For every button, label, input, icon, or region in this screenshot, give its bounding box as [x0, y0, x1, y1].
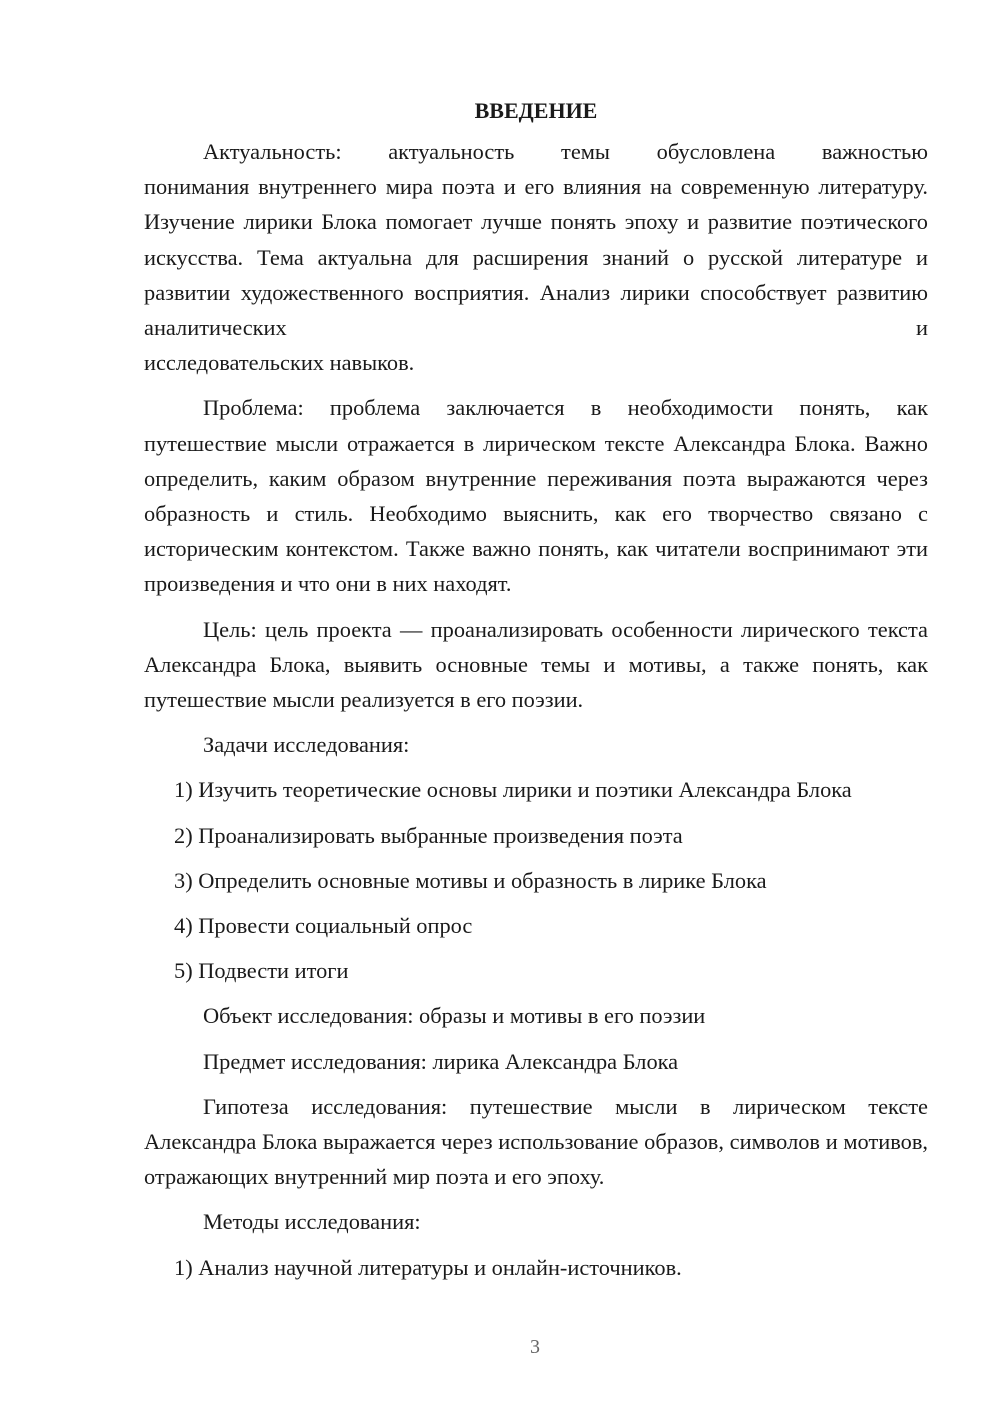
- relevance-body: понимания внутреннего мира поэта и его влияния на современную литературу. Изучение лирики Блока помогает лучше понять эпоху и развитие поэтического искусства. Тема актуальна для расширения знаний о русской литературе и развитии художественного восприятия. Анализ лирики способствует развитию аналитических и: [144, 174, 928, 341]
- document-page: [144, 94, 928, 1285]
- task-item: 4) Провести социальный опрос: [174, 913, 473, 939]
- task-item: 3) Определить основные мотивы и образность в лирике Блока: [174, 867, 767, 893]
- task-item: 1) Изучить теоретические основы лирики и поэтики Александра Блока: [174, 777, 852, 803]
- relevance-first-line: Актуальность: актуальность темы обусловлена важностью: [203, 139, 928, 164]
- page-number: 3: [530, 1336, 540, 1358]
- tasks-heading: Задачи исследования:: [203, 732, 410, 758]
- task-item: 5) Подвести итоги: [174, 958, 349, 984]
- relevance-last-line: исследовательских навыков.: [144, 350, 415, 376]
- task-item: 2) Проанализировать выбранные произведения поэта: [174, 822, 683, 848]
- methods-heading: Методы исследования:: [203, 1209, 421, 1235]
- research-object: Объект исследования: образы и мотивы в его поэзии: [203, 1003, 706, 1029]
- research-subject: Предмет исследования: лирика Александра Блока: [203, 1048, 679, 1074]
- section-heading: ВВЕДЕНИЕ: [474, 98, 598, 123]
- method-item: 1) Анализ научной литературы и онлайн-источников.: [174, 1254, 682, 1280]
- hypothesis-paragraph: Гипотеза исследования: путешествие мысли в лирическом тексте Александра Блока выражается через использование образов, символов и мотивов, отражающих внутренний мир поэта и его эпоху.: [144, 1093, 928, 1190]
- relevance-paragraph: [144, 134, 928, 380]
- goal-paragraph: Цель: цель проекта — проанализировать особенности лирического текста Александра Блока, выявить основные темы и мотивы, а также понять, как путешествие мысли реализуется в его поэзии.: [144, 616, 928, 713]
- problem-paragraph: Проблема: проблема заключается в необходимости понять, как путешествие мысли отражается в лирическом тексте Александра Блока. Важно определить, каким образом внутренние переживания поэта выражаются через образность и стиль. Необходимо выяснить, как его творчество связано с историческим контекстом. Также важно понять, как читатели воспринимают эти произведения и что они в них находят.: [144, 395, 928, 597]
- methods-list: [144, 1250, 928, 1285]
- tasks-list: [144, 772, 928, 988]
